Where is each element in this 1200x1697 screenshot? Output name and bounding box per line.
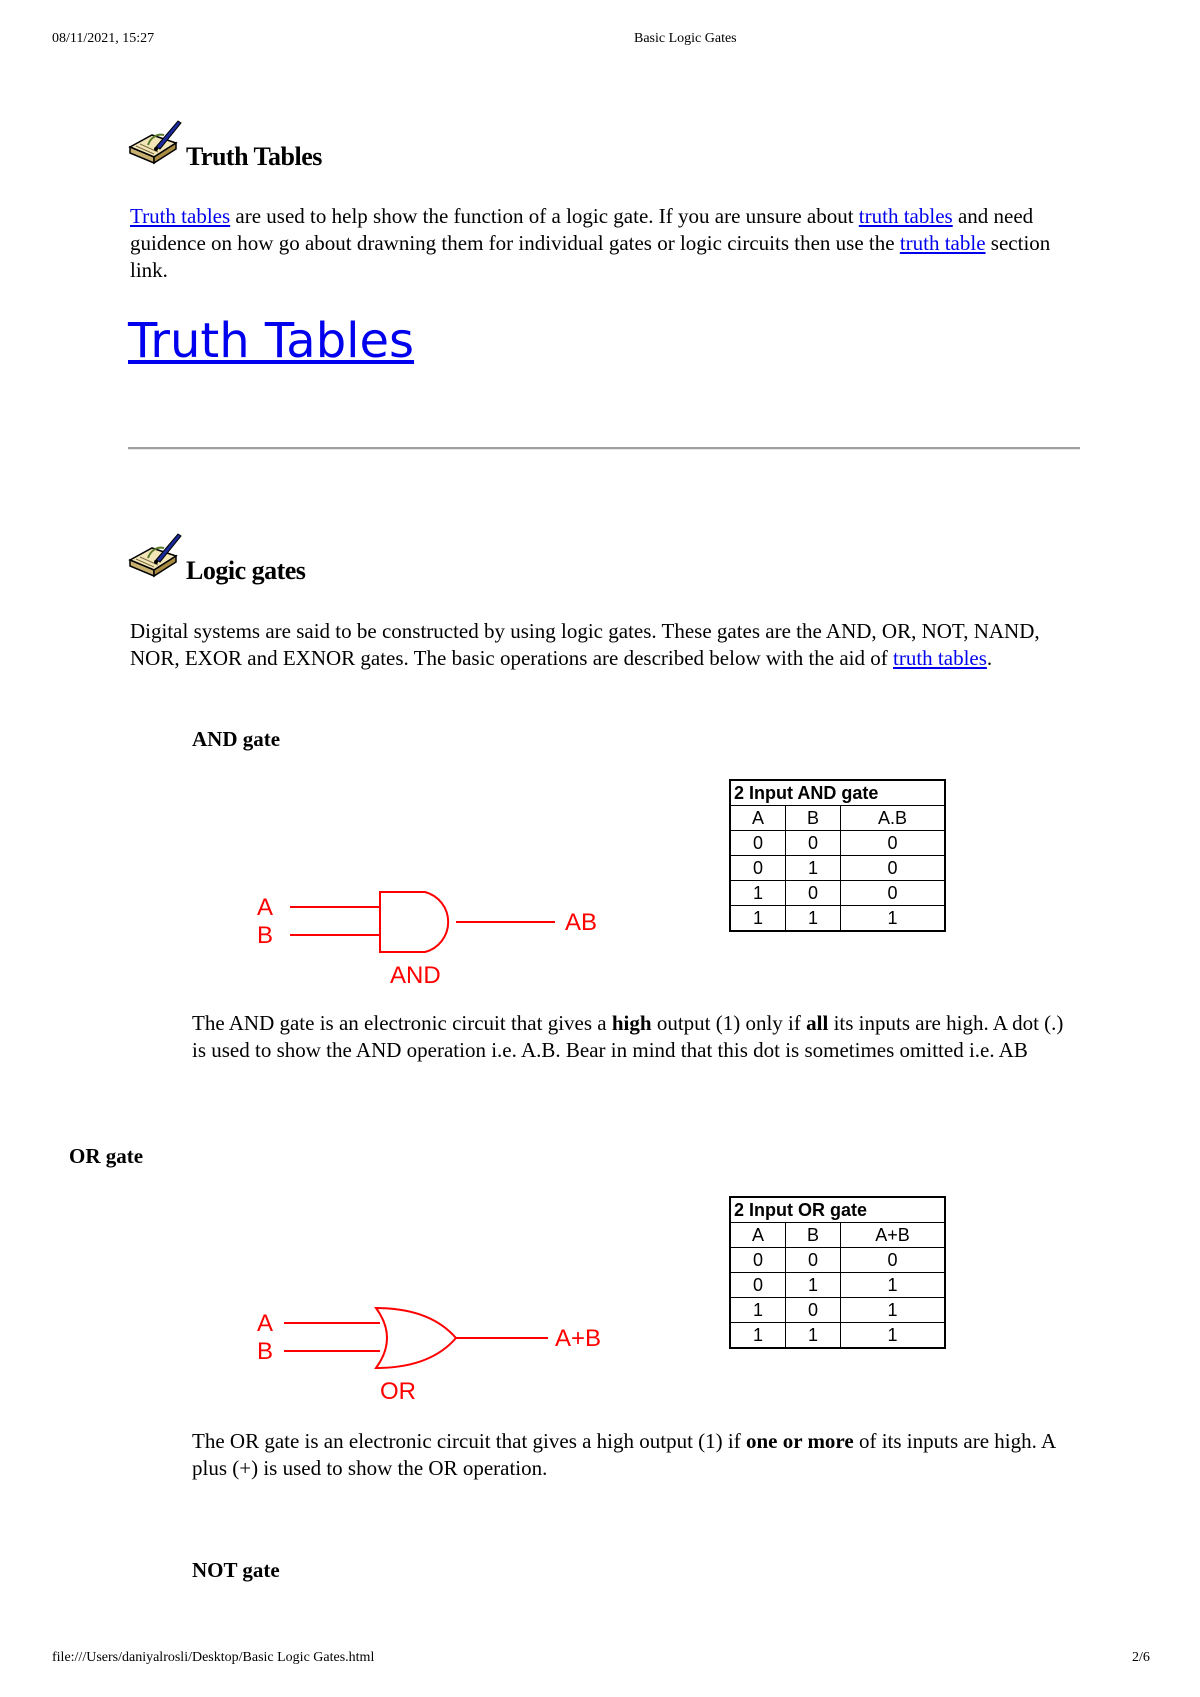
table-cell: 1 bbox=[730, 906, 786, 932]
table-cell: 0 bbox=[841, 831, 946, 856]
or-input-a-label: A bbox=[257, 1310, 274, 1337]
and-table-caption: 2 Input AND gate bbox=[730, 780, 945, 806]
table-cell: 0 bbox=[786, 1298, 841, 1323]
paragraph-text: and need guidence on how go about drawning them for individual gates or logic circuits then use the bbox=[130, 204, 1034, 255]
table-row bbox=[730, 1298, 945, 1323]
table-cell: 1 bbox=[786, 1273, 841, 1298]
table-row bbox=[730, 1273, 945, 1298]
and-truth-table bbox=[729, 779, 946, 932]
table-cell: 1 bbox=[841, 1298, 946, 1323]
table-cell: 0 bbox=[730, 1273, 786, 1298]
table-cell: 1 bbox=[786, 856, 841, 881]
and-gate-symbol bbox=[380, 892, 448, 952]
truth-tables-link[interactable]: truth tables bbox=[858, 204, 953, 228]
or-gate-diagram bbox=[250, 1296, 620, 1406]
desc-text: The AND gate is an electronic circuit that gives a bbox=[192, 1011, 612, 1035]
table-cell: 1 bbox=[730, 881, 786, 906]
or-input-b-label: B bbox=[257, 1338, 274, 1365]
table-cell: 0 bbox=[786, 1248, 841, 1273]
table-cell: 0 bbox=[841, 881, 946, 906]
table-cell: 1 bbox=[786, 1323, 841, 1349]
desc-bold: one or more bbox=[746, 1429, 854, 1453]
table-row bbox=[730, 881, 945, 906]
table-row bbox=[730, 831, 945, 856]
logic-gates-paragraph bbox=[130, 618, 1070, 672]
and-gate-label: AND bbox=[390, 962, 441, 989]
print-title: Basic Logic Gates bbox=[634, 31, 737, 46]
and-input-b-label: B bbox=[257, 922, 274, 949]
table-cell: 0 bbox=[730, 831, 786, 856]
logic-gates-title: Logic gates bbox=[186, 556, 306, 585]
book-quill-icon bbox=[126, 530, 182, 582]
paragraph-text: . bbox=[986, 646, 993, 670]
or-col-header: B bbox=[786, 1223, 841, 1248]
and-input-a-label: A bbox=[257, 894, 274, 921]
or-table-caption: 2 Input OR gate bbox=[730, 1197, 945, 1223]
print-file-path: file:///Users/daniyalrosli/Desktop/Basic Logic Gates.html bbox=[52, 1650, 375, 1665]
and-col-header: B bbox=[786, 806, 841, 831]
or-output-label: A+B bbox=[555, 1325, 602, 1352]
table-row bbox=[730, 906, 945, 932]
desc-text: its inputs are high. A dot (.) is used to show the AND operation i.e. A.B. Bear in mind that this dot is sometimes omitted i.e. AB bbox=[192, 1011, 1064, 1062]
and-col-header: A bbox=[730, 806, 786, 831]
or-truth-table bbox=[729, 1196, 946, 1349]
paragraph-text: section link. bbox=[130, 231, 1051, 282]
table-cell: 0 bbox=[786, 881, 841, 906]
or-col-header: A+B bbox=[841, 1223, 946, 1248]
or-gate-heading: OR gate bbox=[69, 1144, 144, 1168]
desc-text: The OR gate is an electronic circuit that gives a high output (1) if bbox=[192, 1429, 746, 1453]
table-row bbox=[730, 1248, 945, 1273]
desc-text: of its inputs are high. A plus (+) is used to show the OR operation. bbox=[192, 1429, 1055, 1480]
table-cell: 0 bbox=[730, 856, 786, 881]
table-cell: 1 bbox=[730, 1323, 786, 1349]
table-cell: 0 bbox=[786, 831, 841, 856]
table-cell: 1 bbox=[786, 906, 841, 932]
table-row bbox=[730, 1323, 945, 1349]
table-cell: 0 bbox=[730, 1248, 786, 1273]
paragraph-text: are used to help show the function of a logic gate. If you are unsure about bbox=[230, 204, 859, 228]
print-datetime: 08/11/2021, 15:27 bbox=[52, 31, 155, 46]
paragraph-text: Digital systems are said to be constructed by using logic gates. These gates are the AND, OR, NOT, NAND, NOR, EXOR and EXNOR gates. The basic operations are described below with the aid of bbox=[130, 619, 1040, 670]
desc-bold: high bbox=[611, 1011, 652, 1035]
or-col-header: A bbox=[730, 1223, 786, 1248]
or-gate-symbol bbox=[376, 1308, 456, 1368]
and-output-label: AB bbox=[565, 909, 598, 936]
truth-tables-title: Truth Tables bbox=[186, 142, 322, 171]
or-gate-description bbox=[192, 1428, 1082, 1482]
table-cell: 0 bbox=[841, 1248, 946, 1273]
truth-table-link[interactable]: truth table bbox=[899, 231, 986, 255]
table-cell: 1 bbox=[841, 1273, 946, 1298]
desc-bold: all bbox=[806, 1011, 829, 1035]
table-cell: 1 bbox=[730, 1298, 786, 1323]
table-row bbox=[730, 856, 945, 881]
book-quill-icon bbox=[126, 117, 182, 169]
and-gate-heading: AND gate bbox=[192, 727, 281, 751]
table-cell: 0 bbox=[841, 856, 946, 881]
not-gate-heading: NOT gate bbox=[192, 1558, 280, 1582]
desc-text: output (1) only if bbox=[651, 1011, 807, 1035]
table-cell: 1 bbox=[841, 906, 946, 932]
or-gate-label: OR bbox=[380, 1378, 416, 1405]
table-cell: 1 bbox=[841, 1323, 946, 1349]
truth-tables-big-link[interactable]: Truth Tables bbox=[128, 313, 415, 369]
truth-tables-link[interactable]: Truth tables bbox=[130, 204, 231, 228]
print-page-number: 2/6 bbox=[1132, 1650, 1150, 1665]
and-col-header: A.B bbox=[841, 806, 946, 831]
horizontal-rule bbox=[128, 447, 1080, 450]
truth-tables-paragraph bbox=[130, 203, 1060, 284]
and-gate-description bbox=[192, 1010, 1072, 1064]
truth-tables-link[interactable]: truth tables bbox=[893, 646, 987, 670]
and-gate-diagram bbox=[250, 880, 620, 990]
